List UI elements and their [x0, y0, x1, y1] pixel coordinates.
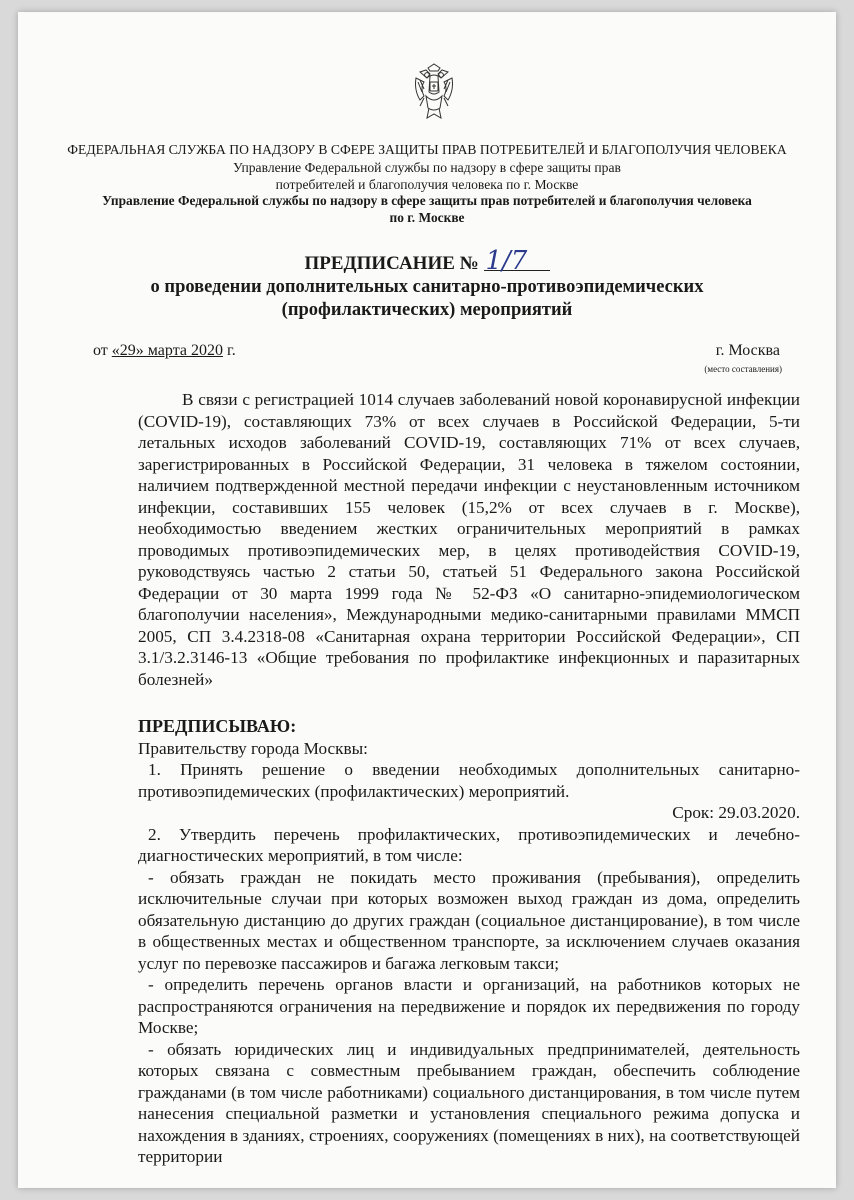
document-title	[18, 246, 836, 276]
directive-heading: ПРЕДПИСЫВАЮ:	[138, 716, 297, 736]
document-page	[18, 12, 836, 1188]
document-subtitle	[18, 276, 836, 322]
item-2: 2. Утвердить перечень профилактических, противоэпидемических и лечебно-диагностических мероприятий, в том числе:	[138, 824, 800, 865]
agency-name: ФЕДЕРАЛЬНАЯ СЛУЖБА ПО НАДЗОРУ В СФЕРЕ ЗАЩИТЫ ПРАВ ПОТРЕБИТЕЛЕЙ И БЛАГОПОЛУЧИЯ ЧЕЛОВЕКА	[67, 142, 787, 157]
document-body	[138, 389, 800, 1168]
department-bold-line2: по г. Москве	[389, 210, 465, 225]
bullet-3: - обязать юридических лиц и индивидуальных предпринимателей, деятельность которых связана с совместным пребыванием граждан, обеспечить соблюдение гражданами (в том числе работниками) социального дистанцирования, в том числе путем нанесения специальной разметки и установления специального режима допуска и нахождения в зданиях, строениях, сооружениях (помещениях в них), на соответствующей территории	[138, 1039, 800, 1166]
department-name	[18, 159, 836, 193]
date-value: «29» марта 2020	[111, 342, 223, 359]
department-name-bold	[18, 192, 836, 226]
date-prefix: от	[93, 342, 112, 359]
bullet-1: - обязать граждан не покидать место проживания (пребывания), определить исключительные случаи при которых возможен выход граждан из дома, определить обязательную дистанцию до других граждан (социальное дистанцирование), в том числе в общественных местах и общественном транспорте, за исключением случаев оказания услуг по перевозке пассажиров и багажа легковым такси;	[138, 867, 800, 973]
bullet-2: - определить перечень органов власти и организаций, на работников которых не распространяются ограничения на передвижение и порядок их передвижения по городу Москве;	[138, 975, 800, 1037]
document-date	[93, 342, 236, 360]
date-suffix: г.	[222, 342, 236, 359]
document-place: г. Москва	[715, 342, 780, 359]
document-number: 1/7	[484, 252, 550, 271]
coat-of-arms-icon	[412, 62, 456, 124]
addressee: Правительству города Москвы:	[138, 738, 368, 758]
department-name-line1: Управление Федеральной службы по надзору в сфере защиты прав	[233, 160, 621, 175]
item-1: 1. Принять решение о введении необходимых дополнительных санитарно-противоэпидемических (профилактических) мероприятий.	[138, 760, 800, 801]
department-name-line2: потребителей и благополучия человека по г. Москве	[275, 177, 579, 192]
title-label: ПРЕДПИСАНИЕ №	[304, 253, 479, 274]
deadline: Срок: 29.03.2020.	[672, 803, 800, 822]
subtitle-line1: о проведении дополнительных санитарно-противоэпидемических	[150, 277, 704, 297]
intro-paragraph: В связи с регистрацией 1014 случаев заболеваний новой коронавирусной инфекции (COVID-19), составляющих 73% от всех случаев в Российской Федерации, 5-ти летальных исходов заболеваний COVID-19, составляющих 71% от всех случаев, зарегистрированных в Российской Федерации, 31 человека в тяжелом состоянии, наличием подтвержденной местной передачи инфекции с неустановленным источником инфекции, составивших 155 человек (15,2% от всех случаев в г. Москве), необходимостью введением жестких ограничительных мероприятий в рамках проводимых противоэпидемических мер, в целях противодействия COVID-19, руководствуясь частью 2 статьи 50, статьей 51 Федерального закона Российской Федерации от 30 марта 1999 года № 52-ФЗ «О санитарно-эпидемиологическом благополучии населения», Международными медико-санитарными правилами ММСП 2005, СП 3.4.2318-08 «Санитарная охрана территории Российской Федерации», СП 3.1/3.2.3146-13 «Общие требования по профилактике инфекционных и паразитарных болезней»	[138, 390, 800, 689]
department-bold-line1: Управление Федеральной службы по надзору в сфере защиты прав потребителей и благополучия человека	[102, 193, 752, 208]
subtitle-line2: (профилактических) мероприятий	[281, 300, 573, 320]
place-note: (место составления)	[704, 364, 782, 374]
